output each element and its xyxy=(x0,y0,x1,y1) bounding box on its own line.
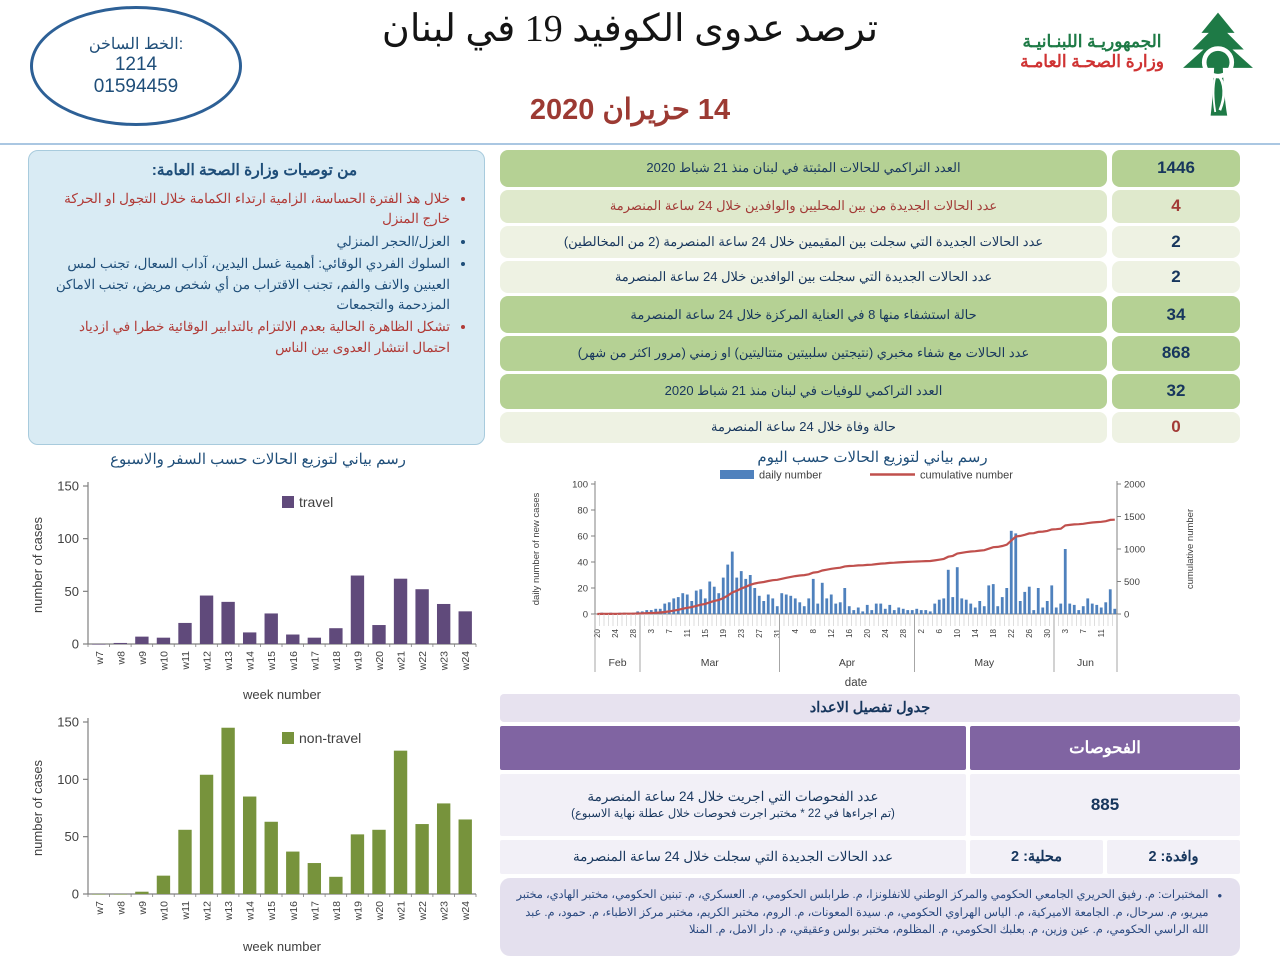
ministry-line1: الجمهوريـة اللبنـانيـة xyxy=(1022,32,1162,51)
svg-text:150: 150 xyxy=(57,478,79,494)
svg-text:27: 27 xyxy=(754,629,764,638)
tests-row xyxy=(500,774,1240,836)
local-cases-value: محلية: 2 xyxy=(970,840,1103,874)
svg-text:20: 20 xyxy=(592,629,602,638)
svg-text:19: 19 xyxy=(718,629,728,638)
svg-text:week number: week number xyxy=(242,687,322,702)
stat-label: العدد التراكمي للوفيات في لبنان منذ 21 شباط 2020 xyxy=(500,374,1107,409)
recommendation-text: العزل/الحجر المنزلي xyxy=(336,233,450,249)
svg-text:travel: travel xyxy=(299,494,334,510)
svg-text:w10: w10 xyxy=(158,901,171,921)
stat-value: 2 xyxy=(1112,261,1240,293)
svg-text:week number: week number xyxy=(242,939,322,954)
recommendations-title: من توصيات وزارة الصحة العامة: xyxy=(151,162,358,179)
recommendation-item xyxy=(39,317,450,358)
svg-text:w22: w22 xyxy=(417,901,430,921)
svg-text:12: 12 xyxy=(826,629,836,638)
svg-text:w23: w23 xyxy=(438,901,451,921)
tests-header-cell: الفحوصات xyxy=(970,726,1240,770)
svg-text:24: 24 xyxy=(880,629,890,638)
svg-text:0: 0 xyxy=(1124,609,1130,621)
svg-text:80: 80 xyxy=(577,505,588,517)
svg-text:7: 7 xyxy=(1078,629,1088,634)
svg-text:w17: w17 xyxy=(309,651,322,671)
svg-text:Jun: Jun xyxy=(1077,657,1094,669)
svg-text:w12: w12 xyxy=(201,901,214,921)
svg-text:daily number of new cases: daily number of new cases xyxy=(531,492,542,606)
svg-text:22: 22 xyxy=(1006,629,1016,638)
stat-row xyxy=(500,150,1240,187)
page-title: ترصد عدوى الكوفيد 19 في لبنان xyxy=(381,8,879,50)
svg-text:w11: w11 xyxy=(180,651,192,670)
stat-label: عدد الحالات الجديدة التي سجلت بين المقيمين خلال 24 ساعة المنصرمة (2 من المخالطين) xyxy=(500,226,1107,258)
svg-text:Mar: Mar xyxy=(700,657,719,669)
svg-text:w17: w17 xyxy=(309,901,322,921)
tests-count-label xyxy=(500,774,966,836)
svg-text:6: 6 xyxy=(934,629,944,634)
svg-text:3: 3 xyxy=(646,629,656,634)
details-table-header xyxy=(500,726,1240,770)
stat-value: 4 xyxy=(1112,190,1240,223)
svg-text:8: 8 xyxy=(808,629,818,634)
svg-text:date: date xyxy=(844,677,868,689)
svg-text:w23: w23 xyxy=(438,651,451,671)
svg-text:14: 14 xyxy=(970,629,980,638)
svg-text:non-travel: non-travel xyxy=(299,730,362,746)
svg-text:w16: w16 xyxy=(287,651,300,671)
svg-text:3: 3 xyxy=(1060,629,1070,634)
svg-text:11: 11 xyxy=(682,629,692,638)
svg-text:w15: w15 xyxy=(266,651,279,671)
svg-text:w20: w20 xyxy=(374,901,386,921)
svg-text:26: 26 xyxy=(1024,629,1034,638)
svg-text:10: 10 xyxy=(952,629,962,638)
stat-value: 1446 xyxy=(1112,150,1240,187)
svg-text:cumulative number: cumulative number xyxy=(920,469,1013,482)
stat-row xyxy=(500,190,1240,223)
stat-value: 32 xyxy=(1112,374,1240,409)
svg-text:w8: w8 xyxy=(115,651,128,665)
svg-text:16: 16 xyxy=(844,629,854,638)
stat-label: عدد الحالات الجديدة التي سجلت بين الوافدين خلال 24 ساعة المنصرمة xyxy=(500,261,1107,293)
hotline-number-long: 01594459 xyxy=(93,76,179,97)
stat-row xyxy=(500,296,1240,332)
labs-note-text: المختبرات: م. رفيق الحريري الجامعي الحكومي والمركز الوطني للانفلونزا، م. طرابلس الحكومي، م. العسكري، م. تبنين الحكومي، مختبر الهادي، مختبر ميريو، م. سرحال، م. الجامعة الاميركية، م. الياس الهراوي الحكومي، م. سيدة المعونات، م. الروم، مختبر الكريم، مختبر مركز الاطباء، م. حمود، م. عبد الله الراسي الحكومي، م. عين وزين، م. بعلبك الحكومي، م. المظلوم، مختبر بولس وعقيقي، م. دار الامل، م. المنلا xyxy=(516,889,1209,936)
svg-text:40: 40 xyxy=(577,557,588,569)
svg-text:11: 11 xyxy=(1096,629,1106,638)
svg-text:w12: w12 xyxy=(201,651,214,671)
ministry-line2: وزارة الصحـة العامـة xyxy=(1020,52,1164,71)
svg-text:w22: w22 xyxy=(417,651,430,671)
svg-text:28: 28 xyxy=(898,629,908,638)
svg-text:w9: w9 xyxy=(136,901,149,915)
svg-text:500: 500 xyxy=(1124,577,1140,588)
weekly-chart-title: رسم بياني لتوزيع الحالات حسب السفر والاسبوع xyxy=(110,451,406,468)
svg-text:w21: w21 xyxy=(395,901,408,921)
svg-text:23: 23 xyxy=(736,629,746,638)
svg-text:Apr: Apr xyxy=(838,657,856,669)
recommendation-text: خلال هذ الفترة الحساسة، الزامية ارتداء الكمامة خلال التجول او الحركة خارج المنزل xyxy=(64,191,450,227)
stat-row xyxy=(500,261,1240,293)
svg-text:50: 50 xyxy=(64,583,79,599)
stat-value: 868 xyxy=(1112,336,1240,371)
svg-text:20: 20 xyxy=(577,583,588,595)
stat-row xyxy=(500,336,1240,371)
svg-text:1500: 1500 xyxy=(1124,512,1146,523)
svg-text:0: 0 xyxy=(71,636,79,652)
bullet-icon: • xyxy=(1217,888,1222,903)
svg-text:w21: w21 xyxy=(395,651,408,671)
ministry-name xyxy=(1020,32,1164,72)
empty-header-cell xyxy=(500,726,966,770)
svg-text:60: 60 xyxy=(577,531,588,543)
svg-text:20: 20 xyxy=(862,629,872,638)
svg-text:30: 30 xyxy=(1042,629,1052,638)
stat-label: عدد الحالات مع شفاء مخبري (نتيجتين سلبيتين متتاليتين) او زمني (مرور اكثر من شهر) xyxy=(500,336,1107,371)
svg-text:cumulative number: cumulative number xyxy=(1185,508,1196,590)
svg-text:w15: w15 xyxy=(266,901,279,921)
svg-text:7: 7 xyxy=(664,629,674,634)
travel-weekly-bar-chart xyxy=(28,472,488,704)
recommendations-panel xyxy=(28,150,485,445)
svg-text:50: 50 xyxy=(64,829,79,845)
svg-text:100: 100 xyxy=(572,479,588,491)
stat-value: 0 xyxy=(1112,412,1240,443)
stat-value: 34 xyxy=(1112,296,1240,332)
svg-text:w7: w7 xyxy=(93,651,106,665)
svg-text:0: 0 xyxy=(71,886,79,902)
recommendation-item xyxy=(39,254,450,315)
svg-text:w19: w19 xyxy=(352,651,365,671)
recommendations-list xyxy=(39,189,470,358)
svg-text:0: 0 xyxy=(582,609,588,621)
daily-chart-title: رسم بياني لتوزيع الحالات حسب اليوم xyxy=(757,449,988,466)
svg-text:2: 2 xyxy=(916,629,926,634)
recommendation-item xyxy=(39,232,450,252)
svg-text:18: 18 xyxy=(988,629,998,638)
hotline-badge xyxy=(30,6,242,126)
svg-text:w13: w13 xyxy=(223,651,236,671)
svg-text:w10: w10 xyxy=(158,651,171,671)
hotline-number-short: 1214 xyxy=(114,54,158,75)
new-cases-row xyxy=(500,840,1240,874)
stat-label: عدد الحالات الجديدة من بين المحليين والوافدين خلال 24 ساعة المنصرمة xyxy=(500,190,1107,223)
svg-text:w14: w14 xyxy=(244,651,257,671)
svg-text:4: 4 xyxy=(790,629,800,634)
stat-value: 2 xyxy=(1112,226,1240,258)
svg-text:100: 100 xyxy=(57,531,79,547)
svg-text:w9: w9 xyxy=(136,651,149,665)
svg-text:w20: w20 xyxy=(374,651,386,671)
svg-text:w7: w7 xyxy=(93,901,106,915)
svg-text:15: 15 xyxy=(700,629,710,638)
details-table-title: جدول تفصيل الاعداد xyxy=(500,694,1240,722)
daily-cases-chart xyxy=(505,468,1240,692)
svg-text:w18: w18 xyxy=(330,901,343,921)
header-divider xyxy=(0,143,1280,145)
svg-text:daily number: daily number xyxy=(759,469,822,482)
stat-row xyxy=(500,226,1240,258)
hotline-label: الخط الساخن: xyxy=(88,36,184,53)
cedar-logo-icon xyxy=(1172,10,1264,122)
svg-text:1000: 1000 xyxy=(1124,544,1146,556)
svg-text:28: 28 xyxy=(628,629,638,638)
stat-label: حالة استشفاء منها 8 في العناية المركزة خلال 24 ساعة المنصرمة xyxy=(500,296,1107,332)
stat-row xyxy=(500,412,1240,443)
tests-label-sub: (تم اجراءها في 22 * مختبر اجرت فحوصات خلال عطلة نهاية الاسبوع) xyxy=(571,808,895,821)
svg-text:number of cases: number of cases xyxy=(30,759,45,857)
details-table xyxy=(500,694,1240,874)
stat-label: العدد التراكمي للحالات المثبتة في لبنان منذ 21 شباط 2020 xyxy=(500,150,1107,187)
svg-text:w8: w8 xyxy=(115,901,128,915)
recommendation-text: السلوك الفردي الوقائي: أهمية غسل اليدين، آداب السعال، تجنب لمس العينين والانف والفم، تجنب الاقتراب من أي شخص مريض، تجنب الاماكن المزدحمة والتجمعات xyxy=(55,256,450,312)
recommendation-text: تشكل الظاهرة الحالية بعدم الالتزام بالتدابير الوقائية خطرا في ازدياد احتمال انتشار العدوى بين الناس xyxy=(78,319,450,355)
nontravel-weekly-bar-chart xyxy=(28,706,488,956)
svg-text:100: 100 xyxy=(57,771,79,787)
svg-text:w13: w13 xyxy=(223,901,236,921)
tests-count-value: 885 xyxy=(970,774,1240,836)
svg-text:Feb: Feb xyxy=(608,657,627,669)
svg-text:w24: w24 xyxy=(460,901,473,921)
svg-text:number of cases: number of cases xyxy=(30,516,45,614)
svg-text:w16: w16 xyxy=(287,901,300,921)
svg-text:31: 31 xyxy=(772,629,782,638)
svg-text:150: 150 xyxy=(57,714,79,730)
svg-text:w19: w19 xyxy=(352,901,365,921)
svg-text:w14: w14 xyxy=(244,901,257,921)
stats-table xyxy=(500,150,1240,443)
tests-label-main: عدد الفحوصات التي اجريت خلال 24 ساعة المنصرمة xyxy=(587,788,879,804)
svg-text:w18: w18 xyxy=(330,651,343,671)
ministry-logo xyxy=(1014,10,1264,122)
stat-row xyxy=(500,374,1240,409)
svg-text:w24: w24 xyxy=(460,651,473,671)
report-date: 14 حزيران 2020 xyxy=(529,94,731,126)
svg-text:24: 24 xyxy=(610,629,620,638)
svg-text:w11: w11 xyxy=(180,901,192,920)
imported-cases-value: وافدة: 2 xyxy=(1107,840,1240,874)
svg-text:May: May xyxy=(974,657,995,669)
svg-text:2000: 2000 xyxy=(1124,479,1146,491)
stat-label: حالة وفاة خلال 24 ساعة المنصرمة xyxy=(500,412,1107,443)
recommendation-item xyxy=(39,189,450,230)
new-cases-label: عدد الحالات الجديدة التي سجلت خلال 24 ساعة المنصرمة xyxy=(500,840,966,874)
labs-footnote xyxy=(500,878,1240,956)
